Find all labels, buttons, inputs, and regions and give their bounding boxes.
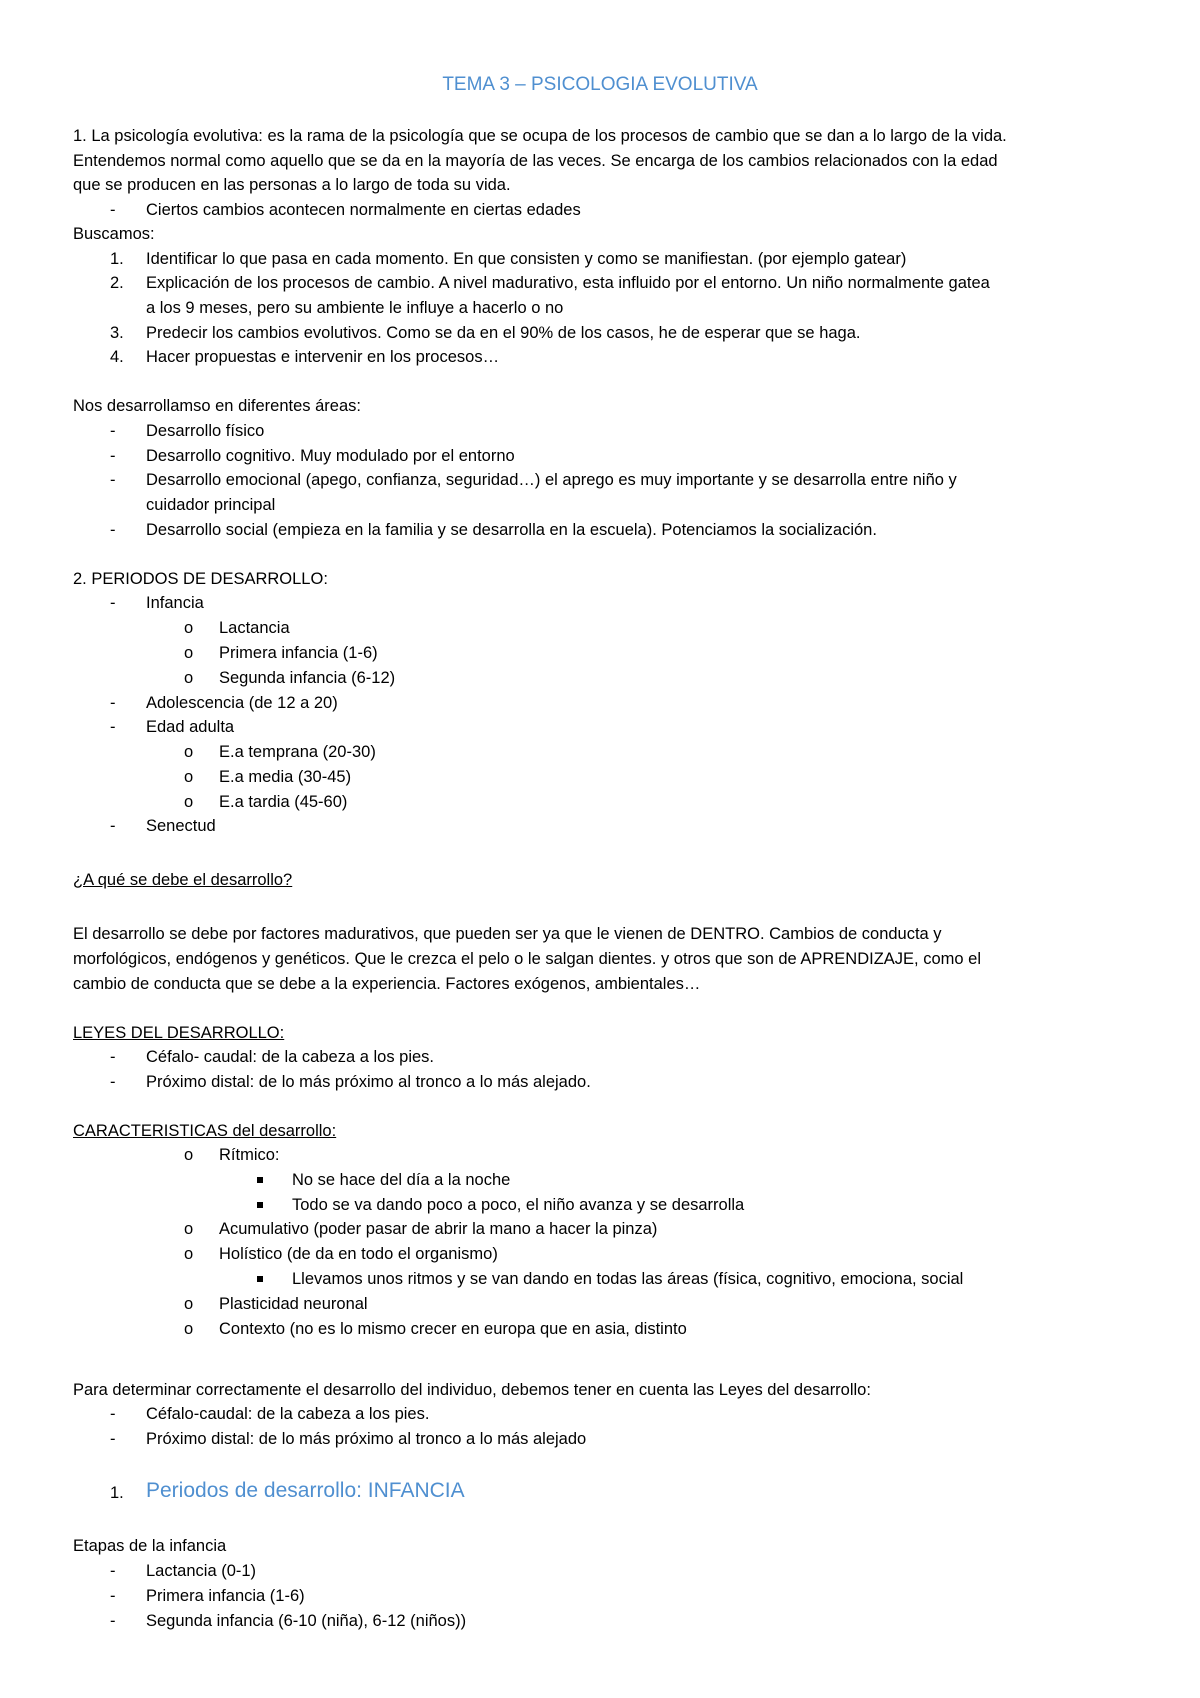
intro-line: Entendemos normal como aquello que se da en la mayoría de las veces. Se encarga de los cambios relacionados con la edad — [73, 152, 998, 170]
dash-bullet: - — [110, 471, 116, 489]
intro-line: 1. La psicología evolutiva: es la rama de la psicología que se ocupa de los procesos de cambio que se dan a lo largo de la vida. — [73, 127, 1007, 145]
list-item: Desarrollo social (empieza en la familia y se desarrolla en la escuela). Potenciamos la socialización. — [146, 521, 877, 539]
list-item: Desarrollo físico — [146, 422, 265, 440]
dash-bullet: - — [110, 521, 116, 539]
sub-list-item: E.a temprana (20-30) — [219, 743, 376, 761]
dash-bullet: - — [110, 718, 116, 736]
list-item: Edad adulta — [146, 718, 235, 736]
sub-list-item: Acumulativo (poder pasar de abrir la mano a hacer la pinza) — [219, 1220, 658, 1238]
circle-bullet: o — [184, 644, 194, 662]
sub-list-item: Plasticidad neuronal — [219, 1295, 368, 1313]
list-item: Lactancia (0-1) — [146, 1562, 257, 1580]
dash-bullet: - — [110, 594, 116, 612]
list-item: Explicación de los procesos de cambio. A nivel madurativo, esta influido por el entorno. Un niño normalmente gatea — [146, 274, 990, 292]
list-item-continuation: a los 9 meses, pero su ambiente le influye a hacerlo o no — [146, 299, 564, 317]
underlined-heading: ¿A qué se debe el desarrollo? — [73, 871, 293, 889]
list-item: Desarrollo cognitivo. Muy modulado por el entorno — [146, 447, 515, 465]
dash-bullet: - — [110, 447, 116, 465]
list-item: Próximo distal: de lo más próximo al tronco a lo más alejado — [146, 1430, 587, 1448]
dash-bullet: - — [110, 1562, 116, 1580]
dash-bullet: - — [110, 817, 116, 835]
sub-sub-list-item: Todo se va dando poco a poco, el niño avanza y se desarrolla — [292, 1196, 745, 1214]
list-number: 2. — [110, 274, 124, 292]
section-heading: 2. PERIODOS DE DESARROLLO: — [73, 570, 328, 588]
areas-label: Nos desarrollamso en diferentes áreas: — [73, 397, 361, 415]
dash-bullet: - — [110, 1587, 116, 1605]
paragraph-line: morfológicos, endógenos y genéticos. Que le crezca el pelo o le salgan dientes. y otros que son de APRENDIZAJE, como el — [73, 950, 981, 968]
list-item: Predecir los cambios evolutivos. Como se da en el 90% de los casos, he de esperar que se haga. — [146, 324, 861, 342]
square-bullet-icon — [257, 1276, 263, 1282]
list-item-continuation: cuidador principal — [146, 496, 276, 514]
list-item: Primera infancia (1-6) — [146, 1587, 305, 1605]
sub-list-item: Contexto (no es lo mismo crecer en europa que en asia, distinto — [219, 1320, 687, 1338]
list-item: Identificar lo que pasa en cada momento. En que consisten y como se manifiestan. (por ejemplo gatear) — [146, 250, 907, 268]
list-number: 3. — [110, 324, 124, 342]
buscamos-label: Buscamos: — [73, 225, 155, 243]
sub-sub-list-item: No se hace del día a la noche — [292, 1171, 511, 1189]
dash-bullet: - — [110, 1048, 116, 1066]
sub-list-item: Lactancia — [219, 619, 290, 637]
list-number: 4. — [110, 348, 124, 366]
circle-bullet: o — [184, 1245, 194, 1263]
square-bullet-icon — [257, 1177, 263, 1183]
paragraph-line: El desarrollo se debe por factores madurativos, que pueden ser ya que le vienen de DENTRO. Cambios de conducta y — [73, 925, 942, 943]
list-number: 1. — [110, 250, 124, 268]
circle-bullet: o — [184, 1295, 194, 1313]
list-item: Adolescencia (de 12 a 20) — [146, 694, 338, 712]
list-item: Hacer propuestas e intervenir en los procesos… — [146, 348, 500, 366]
list-item: Céfalo- caudal: de la cabeza a los pies. — [146, 1048, 435, 1066]
list-item: Senectud — [146, 817, 216, 835]
section-number: 1. — [110, 1484, 124, 1502]
sub-list-item: Rítmico: — [219, 1146, 280, 1164]
circle-bullet: o — [184, 1220, 194, 1238]
circle-bullet: o — [184, 619, 194, 637]
sub-list-item: Holístico (de da en todo el organismo) — [219, 1245, 498, 1263]
dash-bullet: - — [110, 1612, 116, 1630]
list-item: Desarrollo emocional (apego, confianza, seguridad…) el aprego es muy importante y se desarrolla entre niño y — [146, 471, 957, 489]
document-title: TEMA 3 – PSICOLOGIA EVOLUTIVA — [442, 74, 758, 95]
underlined-heading: CARACTERISTICAS del desarrollo: — [73, 1122, 337, 1140]
sub-list-item: E.a media (30-45) — [219, 768, 352, 786]
sub-sub-list-item: Llevamos unos ritmos y se van dando en todas las áreas (física, cognitivo, emociona, social — [292, 1270, 964, 1288]
section-heading-blue: Periodos de desarrollo: INFANCIA — [146, 1479, 465, 1502]
paragraph-line: Para determinar correctamente el desarrollo del individuo, debemos tener en cuenta las Leyes del desarrollo: — [73, 1381, 871, 1399]
dash-bullet: - — [110, 1430, 116, 1448]
sub-list-item: E.a tardia (45-60) — [219, 793, 348, 811]
paragraph-label: Etapas de la infancia — [73, 1537, 227, 1555]
list-item: Segunda infancia (6-10 (niña), 6-12 (niños)) — [146, 1612, 467, 1630]
dash-bullet: - — [110, 201, 116, 219]
dash-bullet: - — [110, 1405, 116, 1423]
list-item: Infancia — [146, 594, 204, 612]
dash-bullet: - — [110, 422, 116, 440]
circle-bullet: o — [184, 1320, 194, 1338]
sub-list-item: Primera infancia (1-6) — [219, 644, 378, 662]
sub-list-item: Segunda infancia (6-12) — [219, 669, 396, 687]
dash-bullet: - — [110, 1073, 116, 1091]
square-bullet-icon — [257, 1202, 263, 1208]
circle-bullet: o — [184, 793, 194, 811]
list-item: Céfalo-caudal: de la cabeza a los pies. — [146, 1405, 430, 1423]
circle-bullet: o — [184, 669, 194, 687]
dash-bullet: - — [110, 694, 116, 712]
underlined-heading: LEYES DEL DESARROLLO: — [73, 1024, 285, 1042]
paragraph-line: cambio de conducta que se debe a la experiencia. Factores exógenos, ambientales… — [73, 975, 701, 993]
circle-bullet: o — [184, 743, 194, 761]
intro-bullet: Ciertos cambios acontecen normalmente en ciertas edades — [146, 201, 581, 219]
circle-bullet: o — [184, 1146, 194, 1164]
intro-line: que se producen en las personas a lo largo de toda su vida. — [73, 176, 511, 194]
circle-bullet: o — [184, 768, 194, 786]
list-item: Próximo distal: de lo más próximo al tronco a lo más alejado. — [146, 1073, 591, 1091]
